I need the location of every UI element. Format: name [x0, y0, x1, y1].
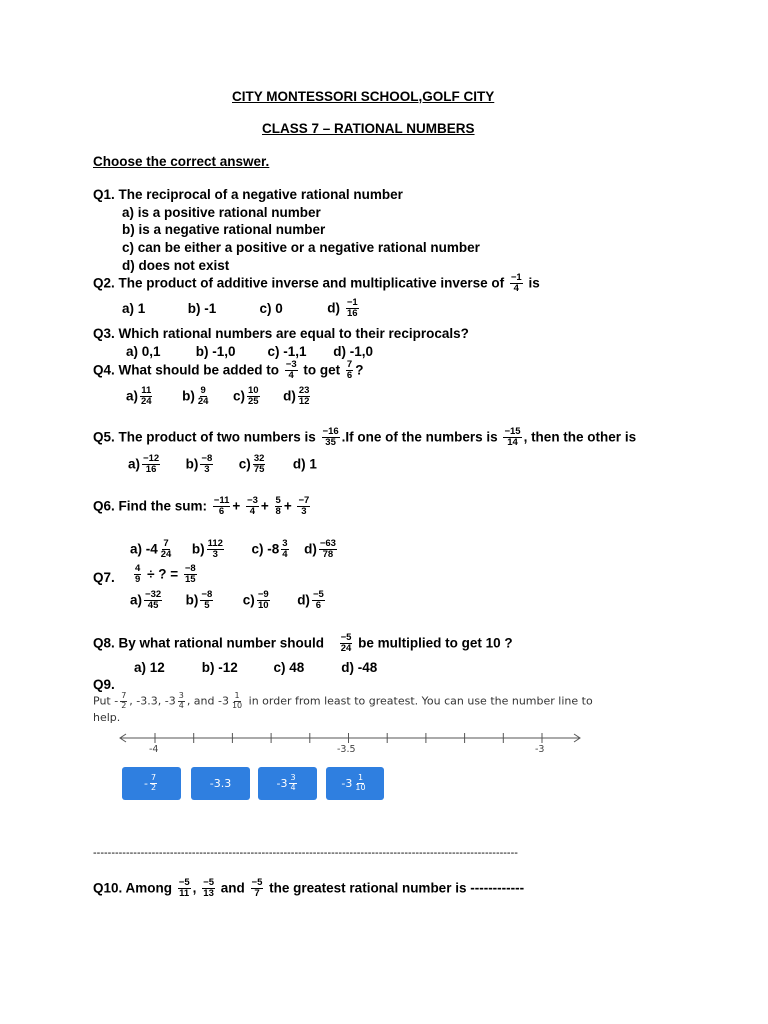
tick-label-minus-4: -4 — [149, 744, 159, 755]
q2-options: a) 1 b) -1 c) 0 d) $\frac{-1}{16}$ — [122, 297, 358, 320]
q5-question: Q5. The product of two numbers is $\frac{-16}{35}$ .If one of the numbers is $\frac{-15}{14}$ , then the other is — [93, 426, 637, 449]
q7-question: $\frac{4}{9}$ ÷ ? = $\frac{-8}{15}$ — [135, 563, 196, 586]
q1-question: Q1. The reciprocal of a negative rational number — [93, 187, 403, 202]
q7-options: a) $\frac{-32}{45}$ b) $\frac{-8}{5}$ c) $\frac{-9}{10}$ d) $\frac{-5}{6}$ — [130, 589, 324, 612]
tick-label-minus-3-5: -3.5 — [337, 744, 356, 755]
q3-options: a) 0,1 b) -1,0 c) -1,1 d) -1,0 — [126, 344, 374, 359]
q7-label: Q7. — [93, 570, 115, 585]
answer-tile-neg-7-2[interactable]: - $\frac{7}{2}$ — [122, 767, 181, 800]
answer-tile-neg-3-3-4[interactable]: -3 $\frac{3}{4}$ — [258, 767, 317, 800]
class-title: CLASS 7 – RATIONAL NUMBERS — [262, 121, 475, 136]
q6-options: a) -4 $\frac{7}{24}$ b) $\frac{112}{3}$ c) -8 $\frac{3}{4}$ d) $\frac{-63}{78}$ — [130, 538, 336, 561]
answer-tile-neg-3-1-10[interactable]: -3 $\frac{1}{10}$ — [326, 767, 384, 800]
q1-option-c: c) can be either a positive or a negative rational number — [122, 240, 480, 255]
separator-line: -------------------------------------------------------------------------------------------------------------------- — [93, 847, 518, 859]
q1-option-a: a) is a positive rational number — [122, 205, 321, 220]
q10-question: Q10. Among $\frac{-5}{11}$ , $\frac{-5}{13}$ and $\frac{-5}{7}$ the greatest rational number is ------------ — [93, 877, 525, 900]
q6-question: Q6. Find the sum: $\frac{-11}{6}$ + $\frac{-3}{4}$ + $\frac{5}{8}$ + $\frac{-7}{3}$ — [93, 495, 310, 518]
q1-option-d: d) does not exist — [122, 258, 230, 273]
answer-tile-neg-3-3[interactable]: -3.3 — [191, 767, 250, 800]
q9-instructions-line2: help. — [93, 711, 121, 724]
q2-question: Q2. The product of additive inverse and multiplicative inverse of $\frac{-1}{4}$ is — [93, 272, 540, 295]
q8-options: a) 12 b) -12 c) 48 d) -48 — [134, 660, 378, 675]
q1-option-b: b) is a negative rational number — [122, 222, 326, 237]
school-title: CITY MONTESSORI SCHOOL,GOLF CITY — [232, 89, 495, 104]
number-line — [0, 724, 768, 754]
instruction: Choose the correct answer. — [93, 154, 270, 169]
q4-question: Q4. What should be added to $\frac{-3}{4}$ to get $\frac{7}{6}$ ? — [93, 359, 364, 382]
q9-label: Q9. — [93, 677, 115, 692]
tick-label-minus-3: -3 — [535, 744, 545, 755]
q5-options: a) $\frac{-12}{16}$ b) $\frac{-8}{3}$ c) $\frac{32}{75}$ d) 1 — [128, 453, 317, 476]
q8-question: Q8. By what rational number should $\frac{-5}{24}$ be multiplied to get 10 ? — [93, 632, 513, 655]
q3-question: Q3. Which rational numbers are equal to their reciprocals? — [93, 326, 469, 341]
q4-options: a) $\frac{11}{24}$ b) $\frac{9}{24}$ c) $\frac{10}{25}$ d) $\frac{23}{12}$ — [126, 385, 310, 408]
q9-instructions: Put - $\frac{7}{2}$ , -3.3, -3 $\frac{3}{4}$ , and -3 $\frac{1}{10}$ in order from least to greatest. You can use the number line to — [93, 691, 593, 710]
